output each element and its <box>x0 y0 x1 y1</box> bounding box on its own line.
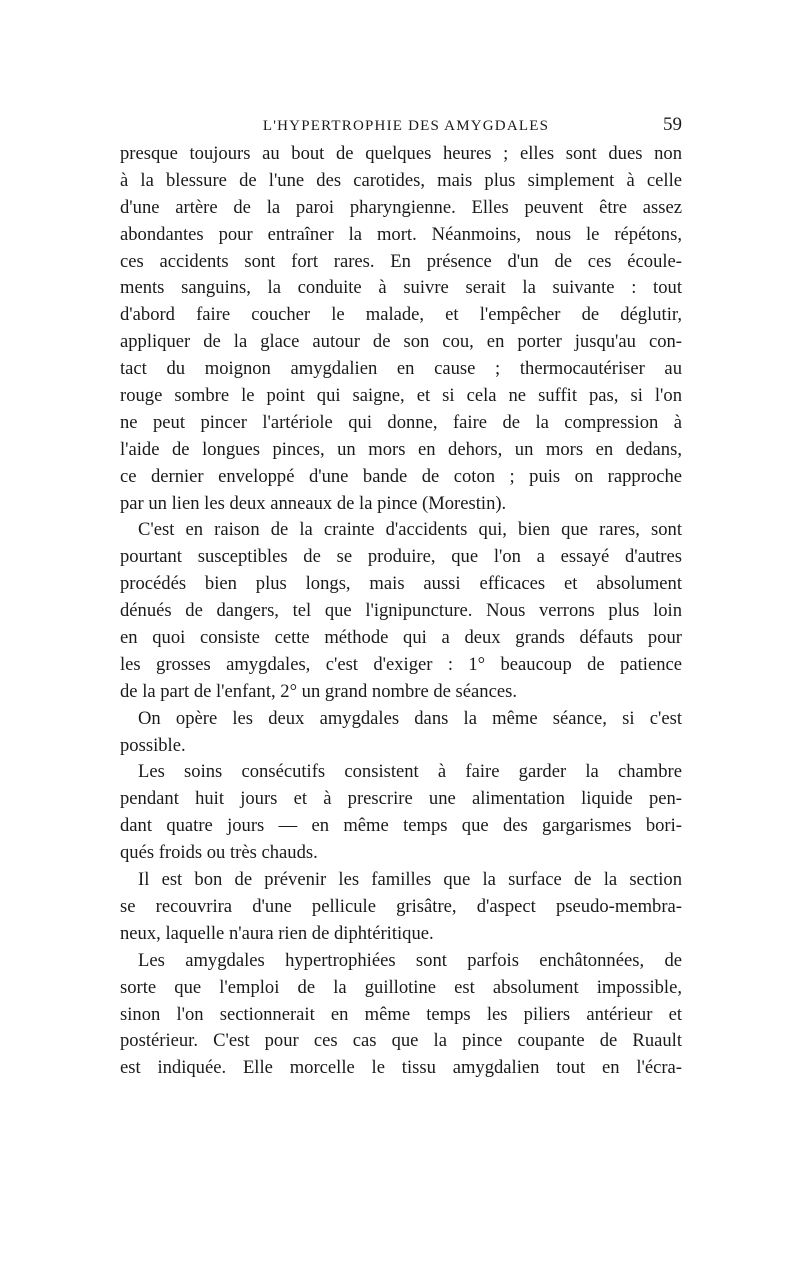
page-header <box>120 112 682 140</box>
text-line: sorte que l'emploi de la guillotine est absolument impossible, <box>120 976 682 998</box>
text-line: dénués de dangers, tel que l'ignipuncture. Nous verrons plus loin <box>120 600 682 622</box>
text-line: presque toujours au bout de quelques heures ; elles sont dues non <box>120 143 682 164</box>
text-line: Les soins consécutifs consistent à faire garder la chambre <box>138 761 682 783</box>
text-line: neux, laquelle n'aura rien de diphtéritique. <box>120 922 434 944</box>
text-line: possible. <box>120 734 186 756</box>
text-line: se recouvrira d'une pellicule grisâtre, d'aspect pseudo-membra- <box>120 895 682 917</box>
text-line: ce dernier enveloppé d'une bande de coton ; puis on rapproche <box>120 465 682 487</box>
text-line: par un lien les deux anneaux de la pince (Morestin). <box>120 492 507 514</box>
text-line: rouge sombre le point qui saigne, et si cela ne suffit pas, si l'on <box>120 385 682 407</box>
text-line: pendant huit jours et à prescrire une alimentation liquide pen- <box>120 788 682 810</box>
text-line: l'aide de longues pinces, un mors en dehors, un mors en dedans, <box>120 438 682 460</box>
text-line: procédés bien plus longs, mais aussi efficaces et absolument <box>120 573 682 595</box>
text-line: à la blessure de l'une des carotides, mais plus simplement à celle <box>120 169 682 191</box>
text-line: C'est en raison de la crainte d'accidents qui, bien que rares, sont <box>138 519 682 541</box>
text-line: On opère les deux amygdales dans la même séance, si c'est <box>138 707 682 729</box>
text-line: dant quatre jours — en même temps que des gargarismes bori- <box>120 815 682 837</box>
text-line: d'une artère de la paroi pharyngienne. Elles peuvent être assez <box>120 196 682 218</box>
text-line: sinon l'on sectionnerait en même temps les piliers antérieur et <box>120 1003 682 1025</box>
text-line: de la part de l'enfant, 2° un grand nombre de séances. <box>120 680 517 702</box>
running-title: L'HYPERTROPHIE DES AMYGDALES <box>262 118 550 134</box>
text-line: abondantes pour entraîner la mort. Néanmoins, nous le répétons, <box>120 223 682 245</box>
text-line: ne peut pincer l'artériole qui donne, faire de la compression à <box>120 411 682 433</box>
text-line: d'abord faire coucher le malade, et l'empêcher de déglutir, <box>120 304 682 326</box>
page-number: 59 <box>663 114 682 135</box>
text-line: postérieur. C'est pour ces cas que la pince coupante de Ruault <box>120 1030 682 1052</box>
text-line: qués froids ou très chauds. <box>120 842 318 864</box>
text-line: est indiquée. Elle morcelle le tissu amygdalien tout en l'écra- <box>120 1057 682 1079</box>
text-line: Il est bon de prévenir les familles que la surface de la section <box>138 869 682 891</box>
text-line: appliquer de la glace autour de son cou, en porter jusqu'au con- <box>120 331 682 353</box>
text-line: les grosses amygdales, c'est d'exiger : 1° beaucoup de patience <box>120 653 682 675</box>
text-line: pourtant susceptibles de se produire, que l'on a essayé d'autres <box>120 546 682 568</box>
text-line: tact du moignon amygdalien en cause ; thermocautériser au <box>120 358 682 380</box>
text-line: Les amygdales hypertrophiées sont parfois enchâtonnées, de <box>138 949 682 971</box>
page-body-text <box>120 141 682 1082</box>
text-line: ces accidents sont fort rares. En présence d'un de ces écoule- <box>120 250 682 272</box>
text-line: en quoi consiste cette méthode qui a deux grands défauts pour <box>120 627 682 649</box>
text-line: ments sanguins, la conduite à suivre serait la suivante : tout <box>120 277 682 299</box>
